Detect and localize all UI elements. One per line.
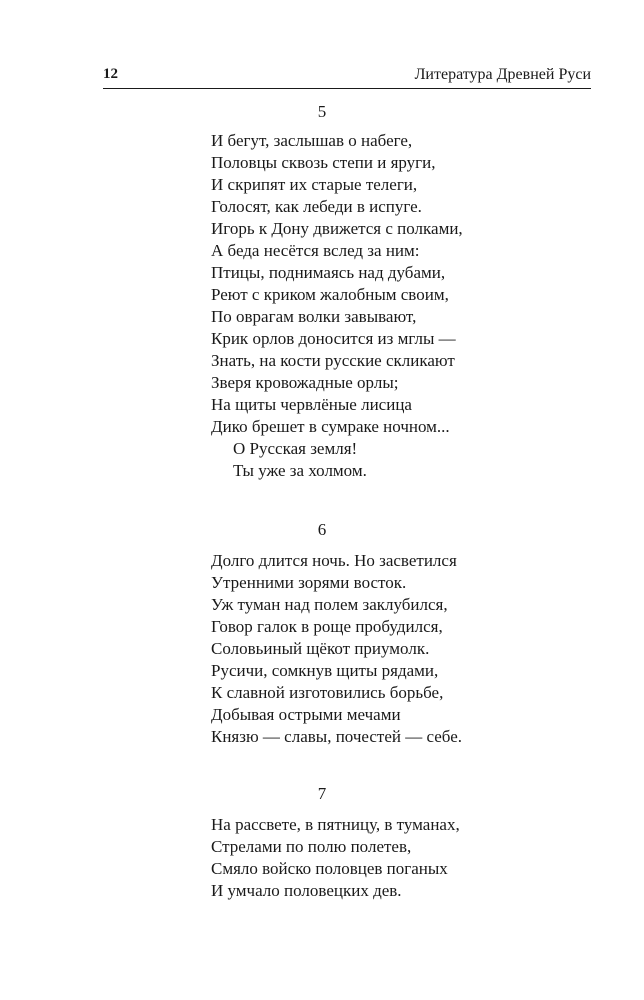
verse-line: Крик орлов доносится из мглы —	[211, 329, 456, 348]
page-number: 12	[103, 66, 118, 82]
stanza-number-7: 7	[317, 784, 327, 803]
verse-line: Игорь к Дону движется с полками,	[211, 219, 463, 238]
verse-line: Знать, на кости русские скликают	[211, 351, 455, 370]
stanza-6	[211, 550, 631, 748]
stanza-5	[211, 130, 631, 482]
verse-line: Князю — славы, почестей — себе.	[211, 727, 463, 746]
verse-line: А беда несётся вслед за ним:	[211, 241, 420, 260]
verse-line: Реют с криком жалобным своим,	[211, 285, 449, 304]
verse-line: И скрипят их старые телеги,	[211, 175, 418, 194]
stanza-number-5: 5	[317, 102, 327, 121]
verse-line: Голосят, как лебеди в испуге.	[211, 197, 422, 216]
verse-line: На щиты червлёные лисица	[211, 395, 412, 414]
verse-line: По оврагам волки завывают,	[211, 307, 417, 326]
verse-line-refrain: О Русская земля!	[233, 439, 358, 458]
stanza-7	[211, 814, 631, 902]
verse-line: Смяло войско половцев поганых	[211, 859, 448, 878]
verse-line: Русичи, сомкнув щиты рядами,	[211, 661, 439, 680]
verse-line: И умчало половецких дев.	[211, 881, 402, 900]
verse-line-refrain: Ты уже за холмом.	[233, 461, 367, 480]
verse-line: Стрелами по полю полетев,	[211, 837, 412, 856]
verse-line: Соловьиный щёкот приумолк.	[211, 639, 430, 658]
verse-line: Уж туман над полем заклубился,	[211, 595, 448, 614]
verse-line: Птицы, поднимаясь над дубами,	[211, 263, 446, 282]
verse-line: Добывая острыми мечами	[211, 705, 401, 724]
verse-line: Утренними зорями восток.	[211, 573, 407, 592]
verse-line: К славной изготовились борьбе,	[211, 683, 444, 702]
verse-line: Зверя кровожадные орлы;	[211, 373, 399, 392]
running-title: Литература Древней Руси	[414, 66, 591, 83]
verse-line: Дико брешет в сумраке ночном...	[211, 417, 450, 436]
verse-line: Говор галок в роще пробудился,	[211, 617, 443, 636]
verse-line: И бегут, заслышав о набеге,	[211, 131, 413, 150]
verse-line: На рассвете, в пятницу, в туманах,	[211, 815, 460, 834]
verse-line: Долго длится ночь. Но засветился	[211, 551, 457, 570]
verse-line: Половцы сквозь степи и яруги,	[211, 153, 436, 172]
stanza-number-6: 6	[317, 520, 327, 539]
page-header	[103, 64, 591, 89]
